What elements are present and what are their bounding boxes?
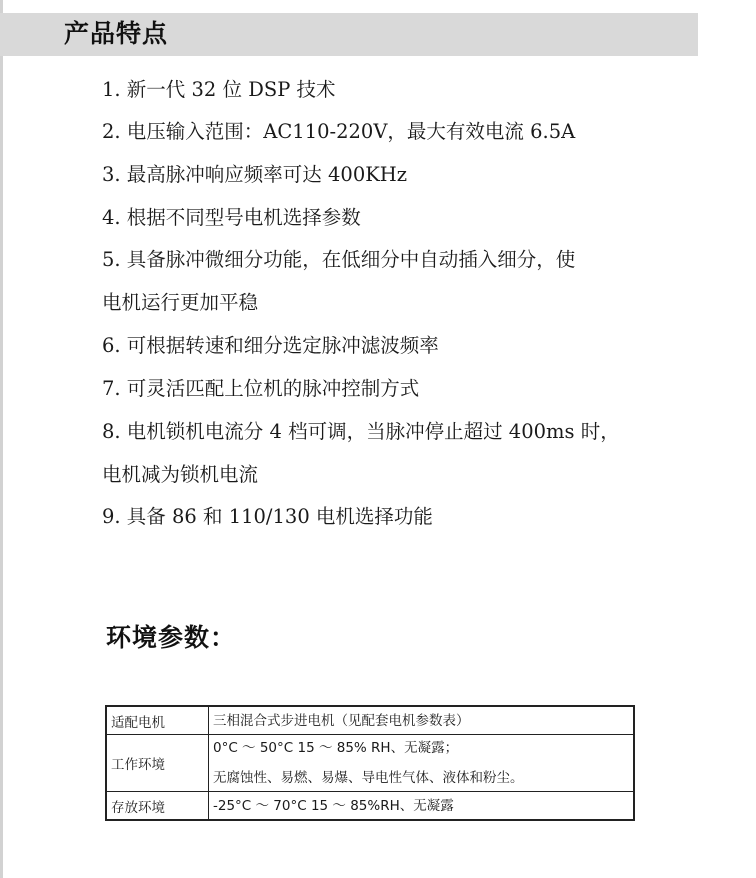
table-cell-text: 三相混合式步进电机（见配套电机参数表）: [213, 712, 470, 729]
table-cell-value: [209, 706, 635, 735]
table-cell-label: 适配电机: [106, 706, 209, 735]
feature-item-3: 3. 最高脉冲响应频率可达 400KHz: [102, 163, 408, 186]
table-cell-text: 无腐蚀性、易燃、易爆、导电性气体、液体和粉尘。: [213, 770, 524, 786]
section-header-bar: [0, 13, 698, 56]
table-cell-label: 工作环境: [106, 735, 209, 792]
feature-item-7: 7. 可灵活匹配上位机的脉冲控制方式: [102, 377, 420, 400]
table-row: [106, 706, 634, 735]
table-cell-label: 存放环境: [106, 792, 209, 821]
table-row: [106, 792, 634, 821]
feature-item-5-continued: 电机运行更加平稳: [102, 291, 259, 314]
section-title-environment: 环境参数：: [106, 623, 237, 652]
feature-item-9: 9. 具备 86 和 110/130 电机选择功能: [102, 505, 433, 528]
feature-item-5: 5. 具备脉冲微细分功能，在低细分中自动插入细分，使: [102, 248, 576, 271]
table-row: [106, 735, 634, 792]
table-cell-value: [209, 792, 635, 821]
table-cell-text: -25°C ～ 70°C 15 ～ 85%RH、无凝露: [213, 797, 454, 814]
feature-item-2: 2. 电压输入范围：AC110-220V，最大有效电流 6.5A: [102, 120, 576, 143]
feature-item-8: 8. 电机锁机电流分 4 档可调，当脉冲停止超过 400ms 时，: [102, 420, 620, 443]
environment-table: [105, 705, 635, 821]
table-cell-text: 0°C ～ 50°C 15 ～ 85% RH、无凝露；: [213, 740, 459, 756]
feature-item-4: 4. 根据不同型号电机选择参数: [102, 206, 361, 229]
left-margin-rule: [0, 0, 3, 878]
feature-item-8-continued: 电机减为锁机电流: [102, 463, 259, 486]
section-title-features: 产品特点: [64, 19, 169, 48]
table-cell-value: [209, 735, 635, 792]
feature-item-1: 1. 新一代 32 位 DSP 技术: [102, 78, 336, 101]
feature-item-6: 6. 可根据转速和细分选定脉冲滤波频率: [102, 334, 439, 357]
